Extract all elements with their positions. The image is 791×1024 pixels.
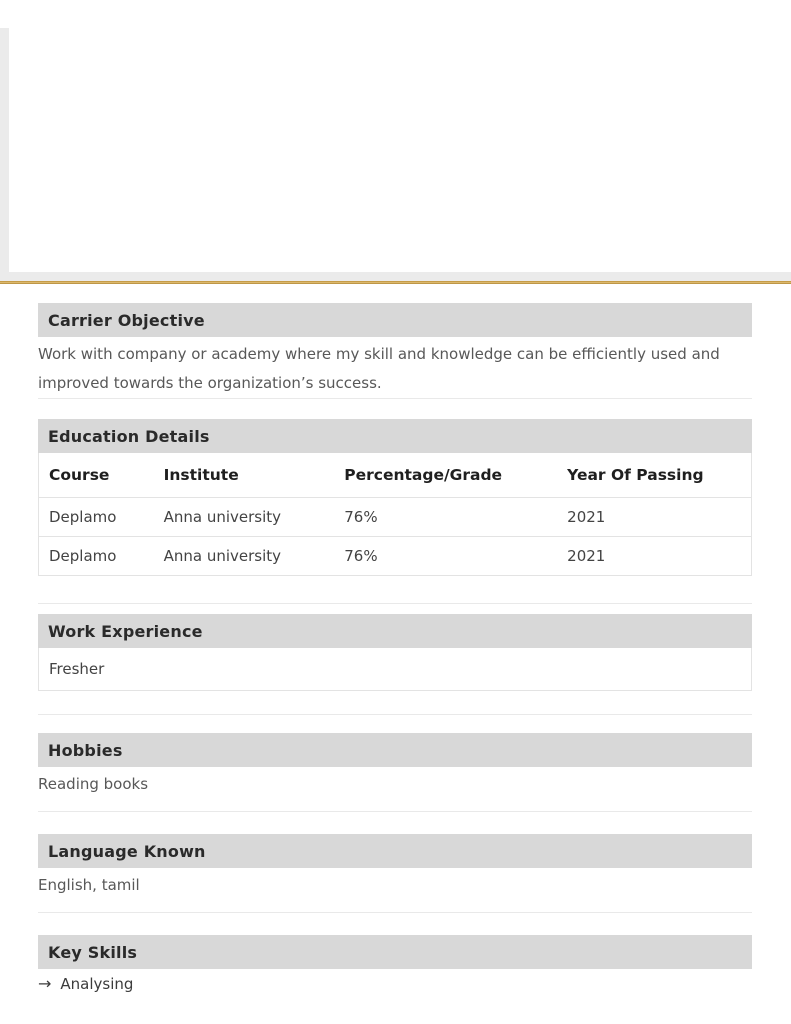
section-key-skills [38, 935, 752, 993]
hobbies-value: Reading books [38, 775, 149, 793]
section-education-details [38, 419, 752, 576]
section-work-experience [38, 614, 752, 691]
languages-value: English, tamil [38, 876, 140, 894]
work-experience-value: Fresher [38, 648, 752, 691]
section-header-key-skills [38, 935, 752, 969]
education-header-row [39, 453, 752, 498]
section-header-carrier-objective [38, 303, 752, 337]
column-header-year-of-passing: Year Of Passing [557, 453, 751, 498]
section-title: Carrier Objective [48, 310, 205, 330]
section-title: Hobbies [48, 740, 123, 760]
education-cell: 2021 [557, 498, 751, 537]
arrow-right-icon: → [38, 974, 52, 993]
education-cell: Anna university [163, 547, 282, 565]
section-divider [38, 714, 752, 715]
column-header-percentage-grade: Percentage/Grade [334, 453, 557, 498]
section-divider [38, 811, 752, 812]
resume-page-content [0, 303, 791, 993]
objective-text: Work with company or academy where my skill and knowledge can be efficiently used and improved towards the organization’s success. [38, 345, 720, 392]
education-table [38, 453, 752, 576]
education-row [39, 498, 752, 537]
education-cell: 76% [334, 498, 557, 537]
column-header-course: Course [39, 453, 154, 498]
previous-page-bottom [9, 28, 791, 272]
column-header-institute: Institute [154, 453, 335, 498]
education-cell: Deplamo [49, 547, 117, 565]
section-header-education-details [38, 419, 752, 453]
section-title: Language Known [48, 841, 206, 861]
education-cell: Deplamo [39, 498, 154, 537]
section-hobbies [38, 733, 752, 795]
key-skill-label: Analysing [60, 975, 134, 993]
section-title: Key Skills [48, 942, 138, 962]
education-cell: 76% [344, 547, 378, 565]
section-divider [38, 603, 752, 604]
page-divider-rule [0, 281, 791, 284]
education-row [39, 537, 752, 576]
section-language-known [38, 834, 752, 896]
section-divider [38, 912, 752, 913]
section-title: Education Details [48, 426, 210, 446]
section-header-language-known [38, 834, 752, 868]
section-title: Work Experience [48, 621, 203, 641]
section-carrier-objective [38, 303, 752, 398]
section-header-work-experience [38, 614, 752, 648]
education-cell: 2021 [567, 547, 606, 565]
key-skill-item [38, 975, 752, 993]
section-header-hobbies [38, 733, 752, 767]
page-break-area [0, 0, 791, 284]
education-cell: Anna university [154, 498, 335, 537]
section-divider [38, 398, 752, 399]
key-skills-list [38, 975, 752, 993]
